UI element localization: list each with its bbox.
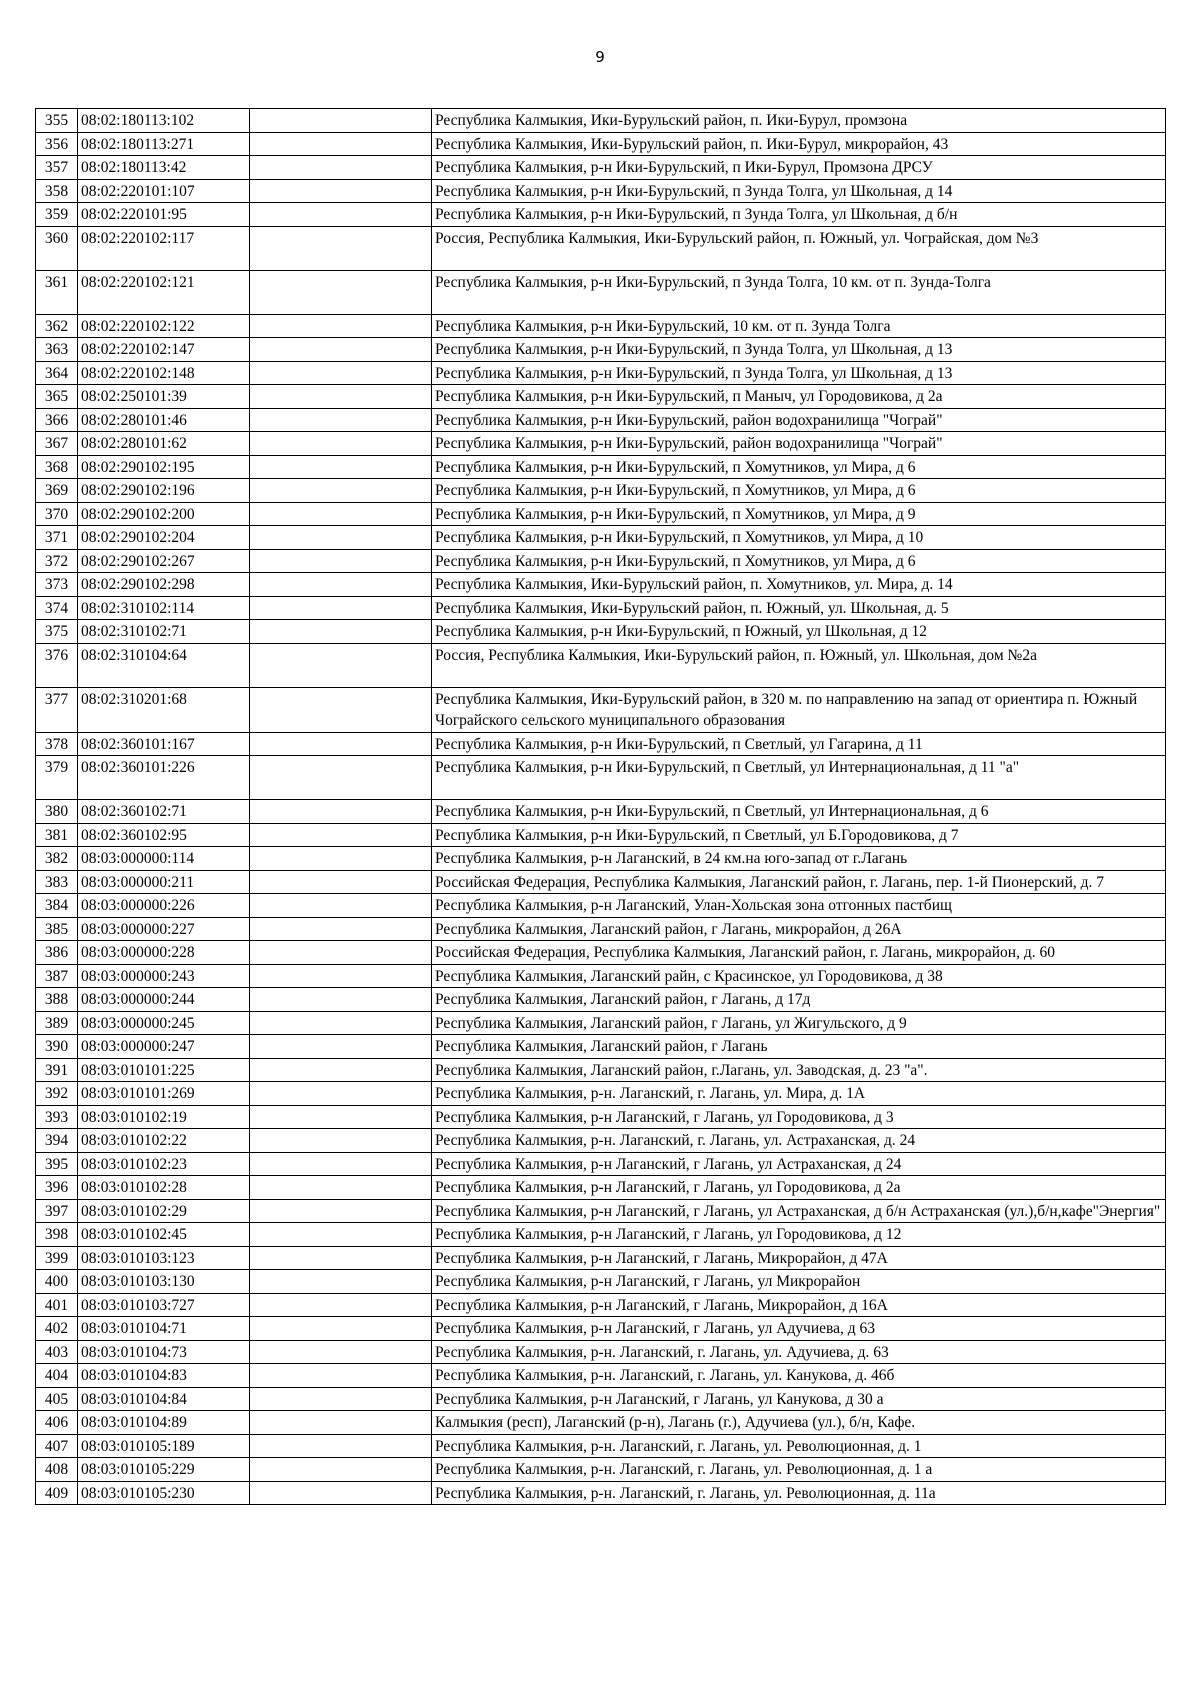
- empty-cell: [250, 1481, 432, 1505]
- cadastral-number-cell: 08:02:360101:167: [78, 732, 250, 756]
- address-cell: Республика Калмыкия, р-н Ики-Бурульский, п Хомутников, ул Мира, д 9: [432, 502, 1166, 526]
- empty-cell: [250, 1082, 432, 1106]
- cadastral-number-cell: 08:03:000000:247: [78, 1035, 250, 1059]
- empty-cell: [250, 1293, 432, 1317]
- empty-cell: [250, 526, 432, 550]
- table-row: [36, 479, 1166, 503]
- table-row: [36, 1293, 1166, 1317]
- empty-cell: [250, 1364, 432, 1388]
- row-number-cell: 382: [36, 847, 78, 871]
- cadastral-number-cell: 08:02:360101:226: [78, 756, 250, 800]
- cadastral-number-cell: 08:03:010104:84: [78, 1387, 250, 1411]
- row-number-cell: 371: [36, 526, 78, 550]
- table-row: [36, 270, 1166, 314]
- cadastral-number-cell: 08:03:000000:243: [78, 964, 250, 988]
- address-cell: Республика Калмыкия, р-н Лаганский, г Лагань, ул Астраханская, д 24: [432, 1152, 1166, 1176]
- address-cell: Республика Калмыкия, р-н Лаганский, г Лагань, ул Микрорайон: [432, 1270, 1166, 1294]
- empty-cell: [250, 1458, 432, 1482]
- cadastral-number-cell: 08:03:010104:71: [78, 1317, 250, 1341]
- address-cell: Республика Калмыкия, р-н. Лаганский, г. Лагань, ул. Революционная, д. 11а: [432, 1481, 1166, 1505]
- cadastral-number-cell: 08:03:010102:22: [78, 1129, 250, 1153]
- address-cell: Республика Калмыкия, р-н Ики-Бурульский, п Ики-Бурул, Промзона ДРСУ: [432, 156, 1166, 180]
- table-row: [36, 1481, 1166, 1505]
- address-cell: Республика Калмыкия, р-н Ики-Бурульский, п Южный, ул Школьная, д 12: [432, 620, 1166, 644]
- table-row: [36, 1387, 1166, 1411]
- cadastral-number-cell: 08:03:010105:189: [78, 1434, 250, 1458]
- row-number-cell: 404: [36, 1364, 78, 1388]
- table-row: [36, 432, 1166, 456]
- address-cell: Республика Калмыкия, р-н Ики-Бурульский, район водохранилища "Чограй": [432, 432, 1166, 456]
- row-number-cell: 376: [36, 643, 78, 687]
- address-cell: Республика Калмыкия, Ики-Бурульский район, в 320 м. по направлению на запад от ориентира п. Южный Чограйского сельского муниципального образования: [432, 687, 1166, 732]
- empty-cell: [250, 455, 432, 479]
- address-cell: Республика Калмыкия, р-н Ики-Бурульский, п Светлый, ул Б.Городовикова, д 7: [432, 823, 1166, 847]
- empty-cell: [250, 1176, 432, 1200]
- row-number-cell: 387: [36, 964, 78, 988]
- cadastral-number-cell: 08:03:000000:245: [78, 1011, 250, 1035]
- empty-cell: [250, 941, 432, 965]
- cadastral-number-cell: 08:03:010101:225: [78, 1058, 250, 1082]
- row-number-cell: 357: [36, 156, 78, 180]
- cadastral-number-cell: 08:03:010102:23: [78, 1152, 250, 1176]
- empty-cell: [250, 847, 432, 871]
- empty-cell: [250, 338, 432, 362]
- table-row: [36, 800, 1166, 824]
- address-cell: Республика Калмыкия, р-н Ики-Бурульский, п Светлый, ул Интернациональная, д 11 "а": [432, 756, 1166, 800]
- empty-cell: [250, 1105, 432, 1129]
- table-row: [36, 687, 1166, 732]
- empty-cell: [250, 314, 432, 338]
- table-row: [36, 988, 1166, 1012]
- address-cell: Республика Калмыкия, Ики-Бурульский район, п. Южный, ул. Школьная, д. 5: [432, 596, 1166, 620]
- empty-cell: [250, 502, 432, 526]
- address-cell: Республика Калмыкия, р-н Ики-Бурульский, п Зунда Толга, ул Школьная, д 14: [432, 179, 1166, 203]
- cadastral-number-cell: 08:03:010103:123: [78, 1246, 250, 1270]
- row-number-cell: 388: [36, 988, 78, 1012]
- cadastral-number-cell: 08:03:010102:19: [78, 1105, 250, 1129]
- table-row: [36, 620, 1166, 644]
- empty-cell: [250, 1152, 432, 1176]
- address-cell: Республика Калмыкия, р-н Лаганский, г Лагань, ул Адучиева, д 63: [432, 1317, 1166, 1341]
- cadastral-number-cell: 08:02:220102:147: [78, 338, 250, 362]
- row-number-cell: 397: [36, 1199, 78, 1223]
- table-row: [36, 203, 1166, 227]
- address-cell: Республика Калмыкия, р-н. Лаганский, г. Лагань, ул. Мира, д. 1А: [432, 1082, 1166, 1106]
- table-row: [36, 1105, 1166, 1129]
- address-cell: Республика Калмыкия, р-н Ики-Бурульский, п Светлый, ул Интернациональная, д 6: [432, 800, 1166, 824]
- row-number-cell: 380: [36, 800, 78, 824]
- address-cell: Республика Калмыкия, р-н Лаганский, г Лагань, ул Канукова, д 30 а: [432, 1387, 1166, 1411]
- cadastral-number-cell: 08:02:290102:196: [78, 479, 250, 503]
- address-cell: Республика Калмыкия, р-н Ики-Бурульский, п Хомутников, ул Мира, д 6: [432, 455, 1166, 479]
- table-row: [36, 941, 1166, 965]
- row-number-cell: 355: [36, 109, 78, 133]
- address-cell: Республика Калмыкия, Лаганский райн, с Красинское, ул Городовикова, д 38: [432, 964, 1166, 988]
- empty-cell: [250, 870, 432, 894]
- empty-cell: [250, 226, 432, 270]
- empty-cell: [250, 1270, 432, 1294]
- empty-cell: [250, 1129, 432, 1153]
- cadastral-number-cell: 08:02:360102:71: [78, 800, 250, 824]
- cadastral-number-cell: 08:02:220102:148: [78, 361, 250, 385]
- row-number-cell: 385: [36, 917, 78, 941]
- row-number-cell: 361: [36, 270, 78, 314]
- cadastral-number-cell: 08:03:010104:83: [78, 1364, 250, 1388]
- row-number-cell: 390: [36, 1035, 78, 1059]
- empty-cell: [250, 823, 432, 847]
- row-number-cell: 383: [36, 870, 78, 894]
- cadastral-number-cell: 08:02:290102:195: [78, 455, 250, 479]
- cadastral-number-cell: 08:02:310201:68: [78, 687, 250, 732]
- table-row: [36, 361, 1166, 385]
- empty-cell: [250, 1011, 432, 1035]
- table-row: [36, 455, 1166, 479]
- row-number-cell: 362: [36, 314, 78, 338]
- address-cell: Республика Калмыкия, р-н Лаганский, г Лагань, Микрорайон, д 47А: [432, 1246, 1166, 1270]
- row-number-cell: 373: [36, 573, 78, 597]
- row-number-cell: 374: [36, 596, 78, 620]
- address-cell: Республика Калмыкия, Лаганский район, г Лагань, д 17д: [432, 988, 1166, 1012]
- cadastral-number-cell: 08:03:010102:28: [78, 1176, 250, 1200]
- address-cell: Республика Калмыкия, р-н Ики-Бурульский, п Зунда Толга, ул Школьная, д б/н: [432, 203, 1166, 227]
- row-number-cell: 379: [36, 756, 78, 800]
- empty-cell: [250, 894, 432, 918]
- cadastral-number-cell: 08:02:220102:121: [78, 270, 250, 314]
- cadastral-number-cell: 08:02:290102:200: [78, 502, 250, 526]
- empty-cell: [250, 732, 432, 756]
- cadastral-number-cell: 08:02:290102:267: [78, 549, 250, 573]
- empty-cell: [250, 1246, 432, 1270]
- empty-cell: [250, 179, 432, 203]
- row-number-cell: 406: [36, 1411, 78, 1435]
- table-row: [36, 502, 1166, 526]
- address-cell: Российская Федерация, Республика Калмыкия, Лаганский район, г. Лагань, микрорайон, д. 60: [432, 941, 1166, 965]
- row-number-cell: 367: [36, 432, 78, 456]
- table-row: [36, 847, 1166, 871]
- empty-cell: [250, 1035, 432, 1059]
- empty-cell: [250, 964, 432, 988]
- address-cell: Республика Калмыкия, р-н Лаганский, г Лагань, ул Городовикова, д 12: [432, 1223, 1166, 1247]
- empty-cell: [250, 756, 432, 800]
- row-number-cell: 372: [36, 549, 78, 573]
- empty-cell: [250, 203, 432, 227]
- cadastral-number-cell: 08:03:010105:229: [78, 1458, 250, 1482]
- table-row: [36, 573, 1166, 597]
- table-row: [36, 732, 1166, 756]
- empty-cell: [250, 408, 432, 432]
- empty-cell: [250, 109, 432, 133]
- address-cell: Республика Калмыкия, р-н Ики-Бурульский, п Хомутников, ул Мира, д 6: [432, 479, 1166, 503]
- empty-cell: [250, 643, 432, 687]
- empty-cell: [250, 1387, 432, 1411]
- address-cell: Республика Калмыкия, р-н Лаганский, г Лагань, ул Астраханская, д б/н Астраханская (ул.),б/н,кафе"Энергия": [432, 1199, 1166, 1223]
- cadastral-number-cell: 08:03:010105:230: [78, 1481, 250, 1505]
- cadastral-number-cell: 08:03:010101:269: [78, 1082, 250, 1106]
- address-cell: Республика Калмыкия, р-н Ики-Бурульский, п Зунда Толга, 10 км. от п. Зунда-Толга: [432, 270, 1166, 314]
- table-row: [36, 1246, 1166, 1270]
- table-row: [36, 964, 1166, 988]
- empty-cell: [250, 361, 432, 385]
- address-cell: Республика Калмыкия, р-н Ики-Бурульский, п Хомутников, ул Мира, д 6: [432, 549, 1166, 573]
- row-number-cell: 405: [36, 1387, 78, 1411]
- cadastral-number-cell: 08:02:360102:95: [78, 823, 250, 847]
- table-row: [36, 314, 1166, 338]
- row-number-cell: 394: [36, 1129, 78, 1153]
- cadastral-number-cell: 08:02:290102:204: [78, 526, 250, 550]
- address-cell: Республика Калмыкия, р-н. Лаганский, г. Лагань, ул. Канукова, д. 46б: [432, 1364, 1166, 1388]
- row-number-cell: 391: [36, 1058, 78, 1082]
- empty-cell: [250, 1340, 432, 1364]
- empty-cell: [250, 132, 432, 156]
- cadastral-number-cell: 08:03:010104:89: [78, 1411, 250, 1435]
- address-cell: Республика Калмыкия, р-н Лаганский, Улан-Хольская зона отгонных пастбищ: [432, 894, 1166, 918]
- table-row: [36, 870, 1166, 894]
- address-cell: Россия, Республика Калмыкия, Ики-Бурульский район, п. Южный, ул. Чограйская, дом №3: [432, 226, 1166, 270]
- table-row: [36, 1364, 1166, 1388]
- cadastral-number-cell: 08:02:220101:107: [78, 179, 250, 203]
- address-cell: Республика Калмыкия, р-н. Лаганский, г. Лагань, ул. Астраханская, д. 24: [432, 1129, 1166, 1153]
- row-number-cell: 368: [36, 455, 78, 479]
- address-cell: Республика Калмыкия, р-н Ики-Бурульский, п Хомутников, ул Мира, д 10: [432, 526, 1166, 550]
- cadastral-number-cell: 08:03:000000:211: [78, 870, 250, 894]
- row-number-cell: 384: [36, 894, 78, 918]
- cadastral-number-cell: 08:03:000000:114: [78, 847, 250, 871]
- row-number-cell: 366: [36, 408, 78, 432]
- address-cell: Республика Калмыкия, р-н Ики-Бурульский, п Маныч, ул Городовикова, д 2а: [432, 385, 1166, 409]
- cadastral-number-cell: 08:03:000000:226: [78, 894, 250, 918]
- table-row: [36, 156, 1166, 180]
- address-cell: Республика Калмыкия, р-н. Лаганский, г. Лагань, ул. Революционная, д. 1: [432, 1434, 1166, 1458]
- row-number-cell: 358: [36, 179, 78, 203]
- cadastral-number-cell: 08:02:280101:46: [78, 408, 250, 432]
- table-row: [36, 894, 1166, 918]
- empty-cell: [250, 687, 432, 732]
- table-row: [36, 1340, 1166, 1364]
- table-row: [36, 1058, 1166, 1082]
- address-cell: Республика Калмыкия, Лаганский район, г.Лагань, ул. Заводская, д. 23 "а".: [432, 1058, 1166, 1082]
- empty-cell: [250, 1058, 432, 1082]
- table-row: [36, 1458, 1166, 1482]
- row-number-cell: 399: [36, 1246, 78, 1270]
- address-cell: Республика Калмыкия, Ики-Бурульский район, п. Ики-Бурул, микрорайон, 43: [432, 132, 1166, 156]
- table-row: [36, 179, 1166, 203]
- row-number-cell: 360: [36, 226, 78, 270]
- cadastral-number-cell: 08:02:310104:64: [78, 643, 250, 687]
- row-number-cell: 389: [36, 1011, 78, 1035]
- address-cell: Республика Калмыкия, Ики-Бурульский район, п. Хомутников, ул. Мира, д. 14: [432, 573, 1166, 597]
- row-number-cell: 403: [36, 1340, 78, 1364]
- row-number-cell: 370: [36, 502, 78, 526]
- row-number-cell: 395: [36, 1152, 78, 1176]
- address-cell: Россия, Республика Калмыкия, Ики-Бурульский район, п. Южный, ул. Школьная, дом №2а: [432, 643, 1166, 687]
- table-row: [36, 1270, 1166, 1294]
- registry-table-body: [36, 109, 1166, 1505]
- table-row: [36, 1082, 1166, 1106]
- empty-cell: [250, 573, 432, 597]
- row-number-cell: 407: [36, 1434, 78, 1458]
- table-row: [36, 1011, 1166, 1035]
- table-row: [36, 596, 1166, 620]
- empty-cell: [250, 432, 432, 456]
- address-cell: Республика Калмыкия, р-н. Лаганский, г. Лагань, ул. Революционная, д. 1 а: [432, 1458, 1166, 1482]
- cadastral-number-cell: 08:03:000000:244: [78, 988, 250, 1012]
- registry-table: [35, 108, 1166, 1505]
- address-cell: Республика Калмыкия, р-н Ики-Бурульский, п Светлый, ул Гагарина, д 11: [432, 732, 1166, 756]
- empty-cell: [250, 596, 432, 620]
- row-number-cell: 396: [36, 1176, 78, 1200]
- row-number-cell: 393: [36, 1105, 78, 1129]
- table-row: [36, 1199, 1166, 1223]
- row-number-cell: 375: [36, 620, 78, 644]
- cadastral-number-cell: 08:03:010103:727: [78, 1293, 250, 1317]
- empty-cell: [250, 1411, 432, 1435]
- row-number-cell: 381: [36, 823, 78, 847]
- table-row: [36, 823, 1166, 847]
- table-row: [36, 643, 1166, 687]
- table-row: [36, 1176, 1166, 1200]
- table-row: [36, 1434, 1166, 1458]
- row-number-cell: 402: [36, 1317, 78, 1341]
- cadastral-number-cell: 08:02:180113:271: [78, 132, 250, 156]
- table-row: [36, 756, 1166, 800]
- row-number-cell: 392: [36, 1082, 78, 1106]
- table-row: [36, 408, 1166, 432]
- address-cell: Республика Калмыкия, р-н Лаганский, в 24 км.на юго-запад от г.Лагань: [432, 847, 1166, 871]
- row-number-cell: 363: [36, 338, 78, 362]
- row-number-cell: 378: [36, 732, 78, 756]
- address-cell: Республика Калмыкия, Лаганский район, г Лагань: [432, 1035, 1166, 1059]
- address-cell: Калмыкия (респ), Лаганский (р-н), Лагань (г.), Адучиева (ул.), б/н, Кафе.: [432, 1411, 1166, 1435]
- table-row: [36, 526, 1166, 550]
- table-row: [36, 1152, 1166, 1176]
- page-number: 9: [595, 48, 605, 66]
- cadastral-number-cell: 08:02:220102:122: [78, 314, 250, 338]
- cadastral-number-cell: 08:02:180113:42: [78, 156, 250, 180]
- cadastral-number-cell: 08:02:250101:39: [78, 385, 250, 409]
- empty-cell: [250, 988, 432, 1012]
- address-cell: Республика Калмыкия, Лаганский район, г Лагань, ул Жигульского, д 9: [432, 1011, 1166, 1035]
- empty-cell: [250, 620, 432, 644]
- table-row: [36, 1317, 1166, 1341]
- address-cell: Республика Калмыкия, Лаганский район, г Лагань, микрорайон, д 26А: [432, 917, 1166, 941]
- address-cell: Республика Калмыкия, р-н Ики-Бурульский, 10 км. от п. Зунда Толга: [432, 314, 1166, 338]
- address-cell: Российская Федерация, Республика Калмыкия, Лаганский район, г. Лагань, пер. 1-й Пионерский, д. 7: [432, 870, 1166, 894]
- address-cell: Республика Калмыкия, р-н Ики-Бурульский, район водохранилища "Чограй": [432, 408, 1166, 432]
- empty-cell: [250, 1223, 432, 1247]
- cadastral-number-cell: 08:02:220101:95: [78, 203, 250, 227]
- table-row: [36, 338, 1166, 362]
- cadastral-number-cell: 08:03:010104:73: [78, 1340, 250, 1364]
- table-row: [36, 917, 1166, 941]
- row-number-cell: 401: [36, 1293, 78, 1317]
- address-cell: Республика Калмыкия, р-н Ики-Бурульский, п Зунда Толга, ул Школьная, д 13: [432, 338, 1166, 362]
- empty-cell: [250, 1199, 432, 1223]
- row-number-cell: 377: [36, 687, 78, 732]
- address-cell: Республика Калмыкия, р-н Ики-Бурульский, п Зунда Толга, ул Школьная, д 13: [432, 361, 1166, 385]
- row-number-cell: 400: [36, 1270, 78, 1294]
- cadastral-number-cell: 08:03:010103:130: [78, 1270, 250, 1294]
- empty-cell: [250, 1317, 432, 1341]
- address-cell: Республика Калмыкия, Ики-Бурульский район, п. Ики-Бурул, промзона: [432, 109, 1166, 133]
- row-number-cell: 408: [36, 1458, 78, 1482]
- row-number-cell: 409: [36, 1481, 78, 1505]
- empty-cell: [250, 385, 432, 409]
- row-number-cell: 369: [36, 479, 78, 503]
- table-row: [36, 226, 1166, 270]
- table-row: [36, 1035, 1166, 1059]
- cadastral-number-cell: 08:02:310102:71: [78, 620, 250, 644]
- table-row: [36, 1411, 1166, 1435]
- row-number-cell: 364: [36, 361, 78, 385]
- address-cell: Республика Калмыкия, р-н Лаганский, г Лагань, Микрорайон, д 16А: [432, 1293, 1166, 1317]
- cadastral-number-cell: 08:02:280101:62: [78, 432, 250, 456]
- empty-cell: [250, 1434, 432, 1458]
- address-cell: Республика Калмыкия, р-н. Лаганский, г. Лагань, ул. Адучиева, д. 63: [432, 1340, 1166, 1364]
- empty-cell: [250, 917, 432, 941]
- cadastral-number-cell: 08:03:010102:29: [78, 1199, 250, 1223]
- row-number-cell: 386: [36, 941, 78, 965]
- row-number-cell: 398: [36, 1223, 78, 1247]
- empty-cell: [250, 479, 432, 503]
- table-row: [36, 1129, 1166, 1153]
- cadastral-number-cell: 08:03:000000:228: [78, 941, 250, 965]
- row-number-cell: 365: [36, 385, 78, 409]
- empty-cell: [250, 156, 432, 180]
- row-number-cell: 359: [36, 203, 78, 227]
- row-number-cell: 356: [36, 132, 78, 156]
- cadastral-number-cell: 08:02:220102:117: [78, 226, 250, 270]
- table-row: [36, 1223, 1166, 1247]
- empty-cell: [250, 549, 432, 573]
- empty-cell: [250, 800, 432, 824]
- address-cell: Республика Калмыкия, р-н Лаганский, г Лагань, ул Городовикова, д 3: [432, 1105, 1166, 1129]
- table-row: [36, 385, 1166, 409]
- table-row: [36, 109, 1166, 133]
- empty-cell: [250, 270, 432, 314]
- cadastral-number-cell: 08:02:310102:114: [78, 596, 250, 620]
- cadastral-number-cell: 08:03:010102:45: [78, 1223, 250, 1247]
- address-cell: Республика Калмыкия, р-н Лаганский, г Лагань, ул Городовикова, д 2а: [432, 1176, 1166, 1200]
- cadastral-number-cell: 08:03:000000:227: [78, 917, 250, 941]
- table-row: [36, 132, 1166, 156]
- cadastral-number-cell: 08:02:290102:298: [78, 573, 250, 597]
- cadastral-number-cell: 08:02:180113:102: [78, 109, 250, 133]
- table-row: [36, 549, 1166, 573]
